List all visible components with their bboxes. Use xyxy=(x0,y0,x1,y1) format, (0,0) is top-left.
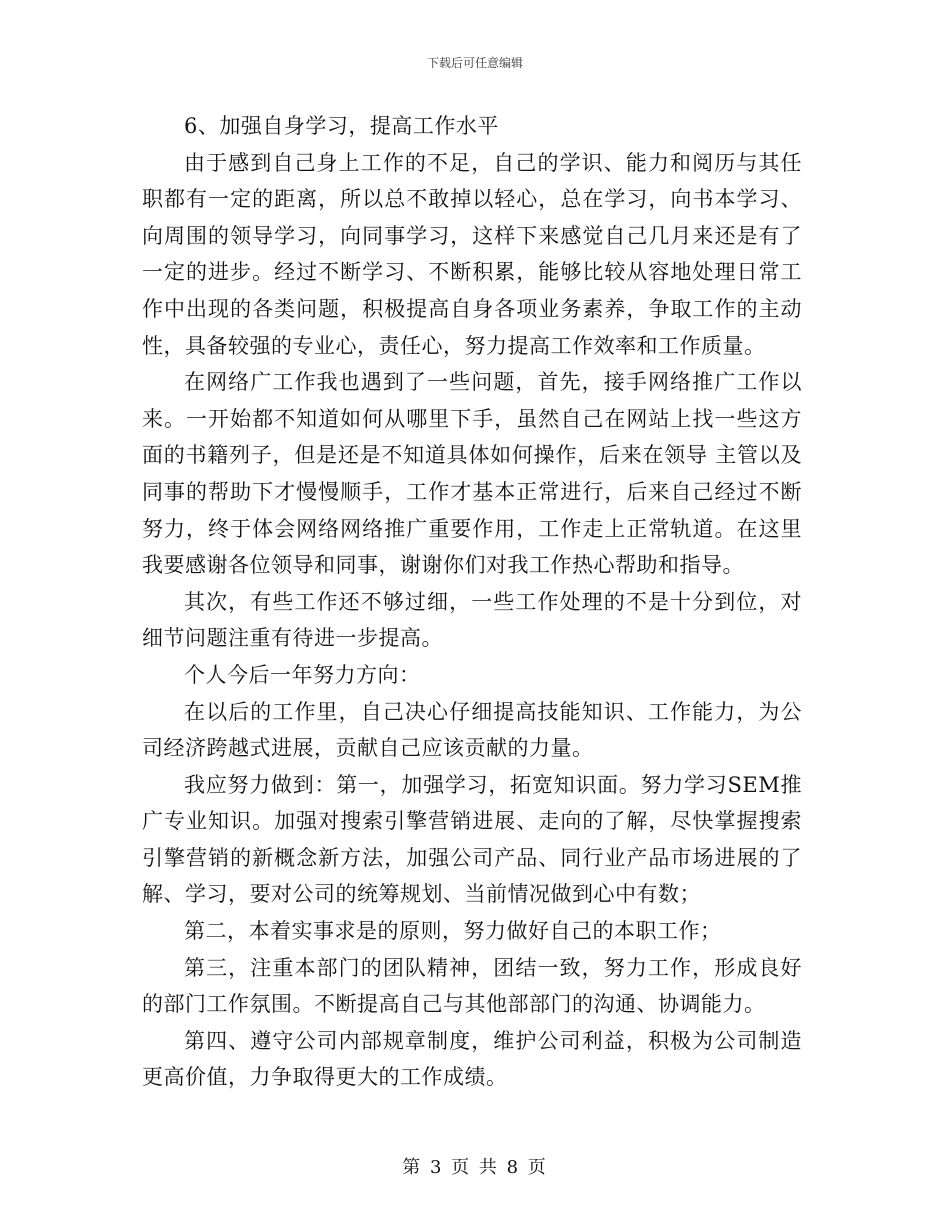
section-heading: 6、加强自身学习，提高工作水平 xyxy=(184,114,499,138)
paragraph: 由于感到自己身上工作的不足，自己的学识、能力和阅历与其任职都有一定的距离，所以总不敢掉以轻心，总在学习，向书本学习、向周围的领导学习，向同事学习，这样下来感觉自己几月来还是有了一定的进步。经过不断学习、不断积累，能够比较从容地处理日常工作中出现的各类问题，积极提高自身各项业务素养，争取工作的主动性，具备较强的专业心，责任心，努力提高工作效率和工作质量。 xyxy=(142,150,802,358)
paragraph: 第二，本着实事求是的原则，努力做好自己的本职工作； xyxy=(184,919,722,944)
document-body xyxy=(142,108,802,1096)
paragraph: 我应努力做到：第一，加强学习，拓宽知识面。努力学习SEM推广专业知识。加强对搜索引擎营销进展、走向的了解，尽快掌握搜索引擎营销的新概念新方法，加强公司产品、同行业产品市场进展的了解、学习，要对公司的统筹规划、当前情况做到心中有数； xyxy=(142,772,802,907)
paragraph: 个人今后一年努力方向： xyxy=(184,662,421,687)
paragraph: 在网络广工作我也遇到了一些问题，首先，接手网络推广工作以来。一开始都不知道如何从哪里下手，虽然自己在网站上找一些这方面的书籍列子，但是还是不知道具体如何操作，后来在领导 主管以及同事的帮助下才慢慢顺手，工作才基本正常进行，后来自己经过不断努力，终于体会网络网络推广重要作用，工作走上正常轨道。在这里我要感谢各位领导和同事，谢谢你们对我工作热心帮助和指导。 xyxy=(142,370,802,578)
paragraph: 在以后的工作里，自己决心仔细提高技能知识、工作能力，为公司经济跨越式进展，贡献自己应该贡献的力量。 xyxy=(142,699,802,761)
header-note: 下载后可任意编辑 xyxy=(426,56,523,70)
paragraph: 其次，有些工作还不够过细，一些工作处理的不是十分到位，对细节问题注重有待进一步提高。 xyxy=(142,589,802,651)
paragraph: 第四、遵守公司内部规章制度，维护公司利益，积极为公司制造更高价值，力争取得更大的工作成绩。 xyxy=(142,1028,802,1090)
paragraph: 第三，注重本部门的团队精神，团结一致，努力工作，形成良好的部门工作氛围。不断提高自己与其他部部门的沟通、协调能力。 xyxy=(142,955,802,1017)
page-number: 第 3 页 共 8 页 xyxy=(402,1157,548,1178)
